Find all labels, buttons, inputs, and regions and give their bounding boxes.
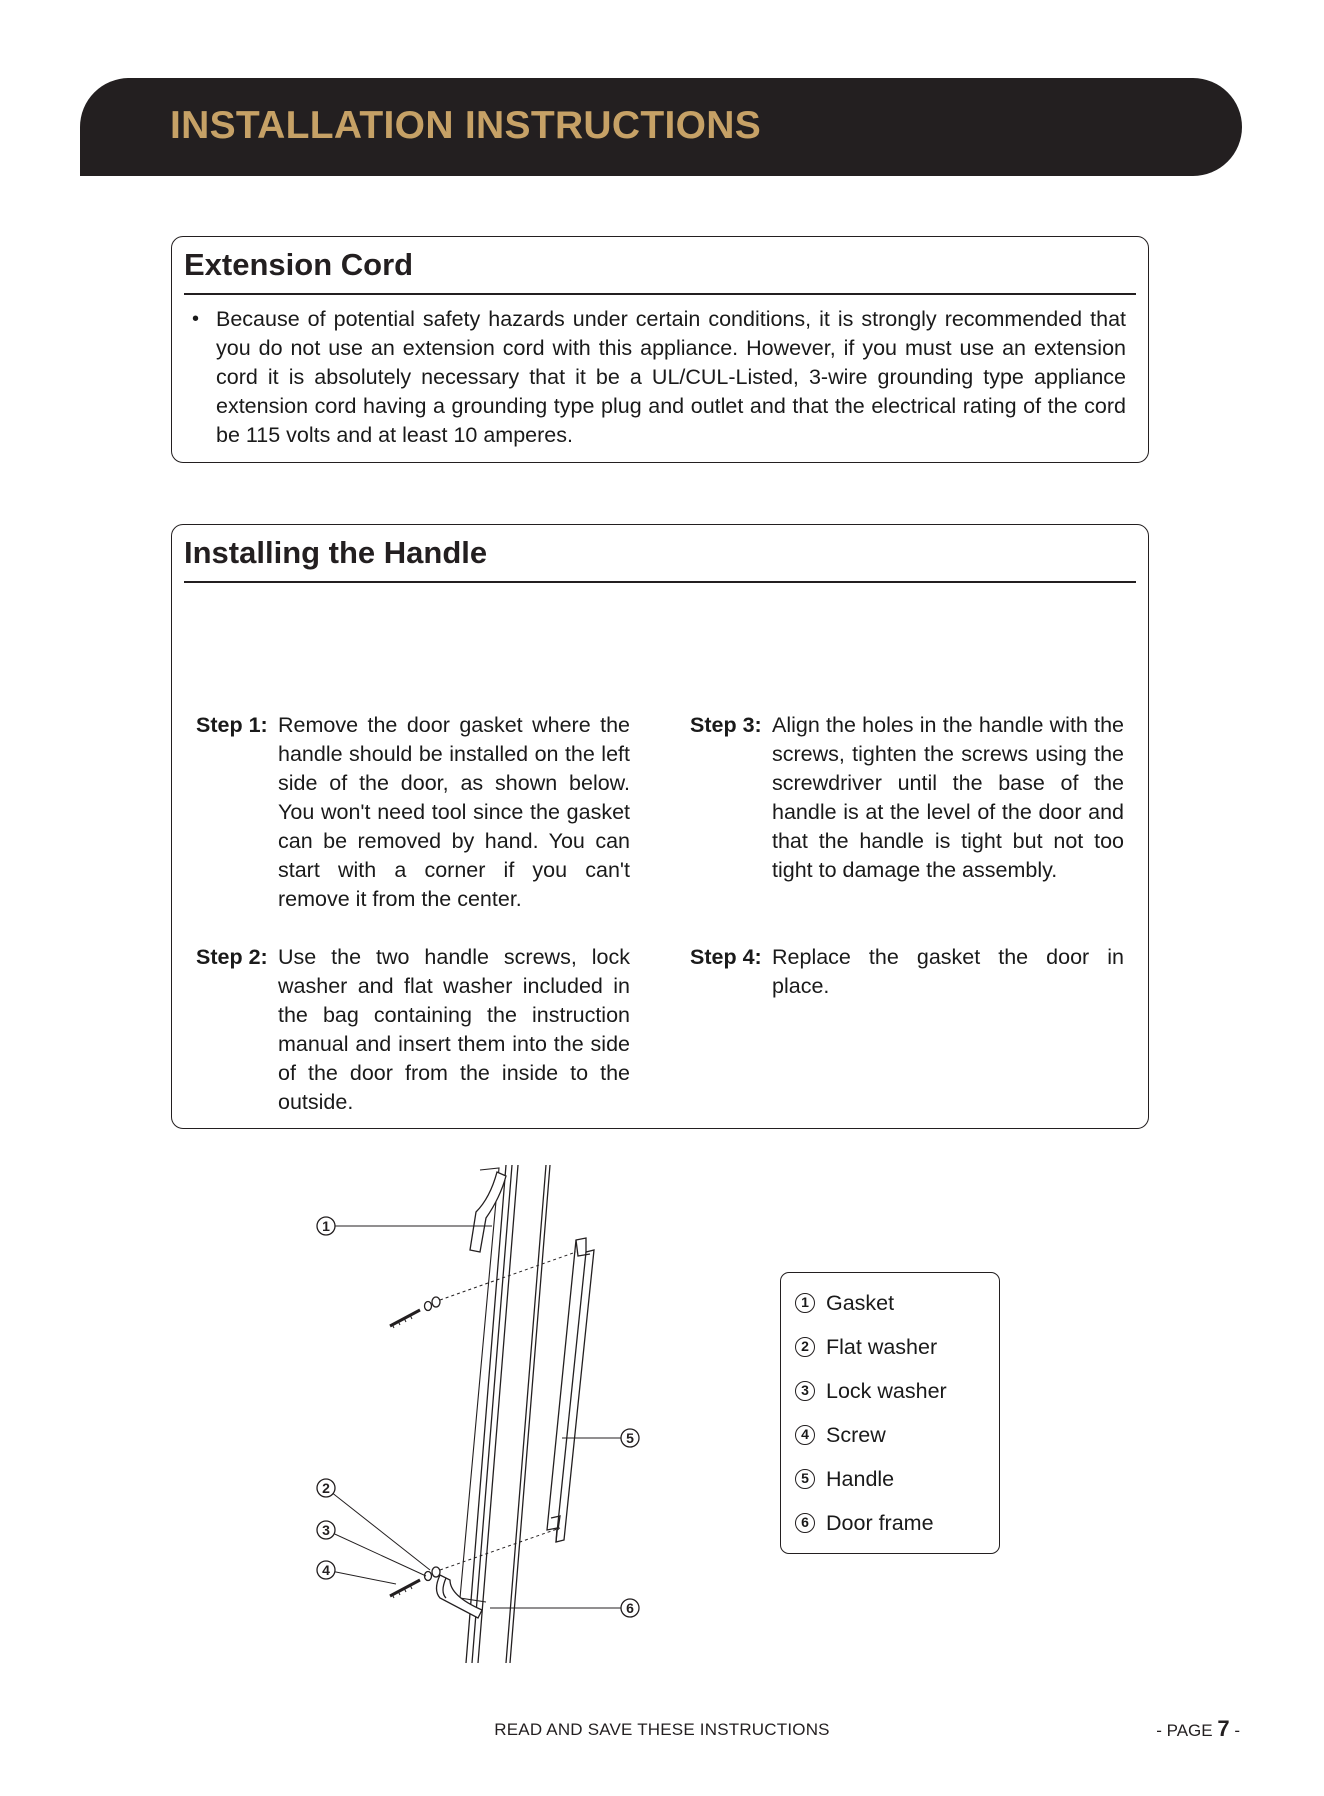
legend-label: Screw: [826, 1423, 886, 1447]
footer-notice: READ AND SAVE THESE INSTRUCTIONS: [494, 1720, 830, 1739]
legend-number: 5: [795, 1469, 815, 1489]
header-banner: [80, 78, 1242, 176]
legend-item: [795, 1332, 937, 1362]
extension-cord-panel: [171, 236, 1149, 463]
extension-cord-text: Because of potential safety hazards under certain conditions, it is strongly recommended that you do not use an extension cord with this appliance. However, if you must use an extension cord it is absolutely necessary that it be a UL/CUL-Listed, 3-wire grounding type appliance extension cord having a grounding type plug and outlet and that the electrical rating of the cord be 115 volts and at least 10 amperes.: [216, 307, 1126, 447]
step-label: Step 4:: [690, 945, 762, 969]
step-text: Align the holes in the handle with the screws, tighten the screws using the screwdriver until the base of the handle is at the level of the door and that the handle is tight but not too tight to damage the assembly.: [772, 713, 1124, 882]
page-number-value: 7: [1217, 1716, 1230, 1741]
handle-assembly-diagram: [300, 1160, 680, 1670]
legend-label: Handle: [826, 1467, 895, 1491]
legend-item: [795, 1376, 947, 1406]
legend-number: 6: [795, 1513, 815, 1533]
callout-4: 4: [322, 1562, 330, 1578]
step-label: Step 3:: [690, 713, 762, 737]
lock-washer: [425, 1302, 432, 1311]
extension-cord-title: Extension Cord: [184, 247, 414, 282]
callout-5: 5: [626, 1430, 634, 1446]
callout-6: 6: [626, 1600, 634, 1616]
callout-3: 3: [322, 1522, 330, 1538]
legend-item: [795, 1508, 934, 1538]
step-label: Step 1:: [196, 713, 268, 737]
legend-label: Gasket: [826, 1291, 895, 1315]
step-text: Use the two handle screws, lock washer and flat washer included in the bag containing the instruction manual and insert them into the side of the door from the inside to the outside.: [278, 945, 630, 1114]
title-divider: [184, 581, 1136, 583]
extension-cord-bullet: [192, 305, 1126, 450]
legend-label: Lock washer: [826, 1379, 947, 1403]
handle-panel: [171, 524, 1149, 1129]
screw: [390, 1310, 420, 1326]
flat-washer: [432, 1297, 440, 1307]
legend-item: [795, 1464, 894, 1494]
page-prefix: - PAGE: [1156, 1721, 1213, 1740]
page-suffix: -: [1234, 1721, 1240, 1740]
title-divider: [184, 293, 1136, 295]
handle-title: Installing the Handle: [184, 535, 488, 570]
legend-item: [795, 1288, 894, 1318]
step-label: Step 2:: [196, 945, 268, 969]
callout-2: 2: [322, 1480, 330, 1496]
legend-label: Door frame: [826, 1511, 934, 1535]
legend-number: 3: [795, 1381, 815, 1401]
legend-label: Flat washer: [826, 1335, 938, 1359]
handle: [547, 1238, 594, 1542]
legend-number: 2: [795, 1337, 815, 1357]
step-text: Replace the gasket the door in place.: [772, 945, 1124, 998]
legend-item: [795, 1420, 886, 1450]
bullet-icon: •: [192, 308, 200, 330]
step-text: Remove the door gasket where the handle should be installed on the left side of the door, as shown below. You won't need tool since the gasket can be removed by hand. You can start with a corner if you can't remove it from the center.: [278, 713, 630, 911]
page-title: INSTALLATION INSTRUCTIONS: [170, 104, 762, 147]
legend-number: 4: [795, 1425, 815, 1445]
parts-legend: [780, 1272, 1000, 1554]
page-number: [1156, 1716, 1240, 1742]
callout-1: 1: [322, 1218, 330, 1234]
legend-number: 1: [795, 1293, 815, 1313]
